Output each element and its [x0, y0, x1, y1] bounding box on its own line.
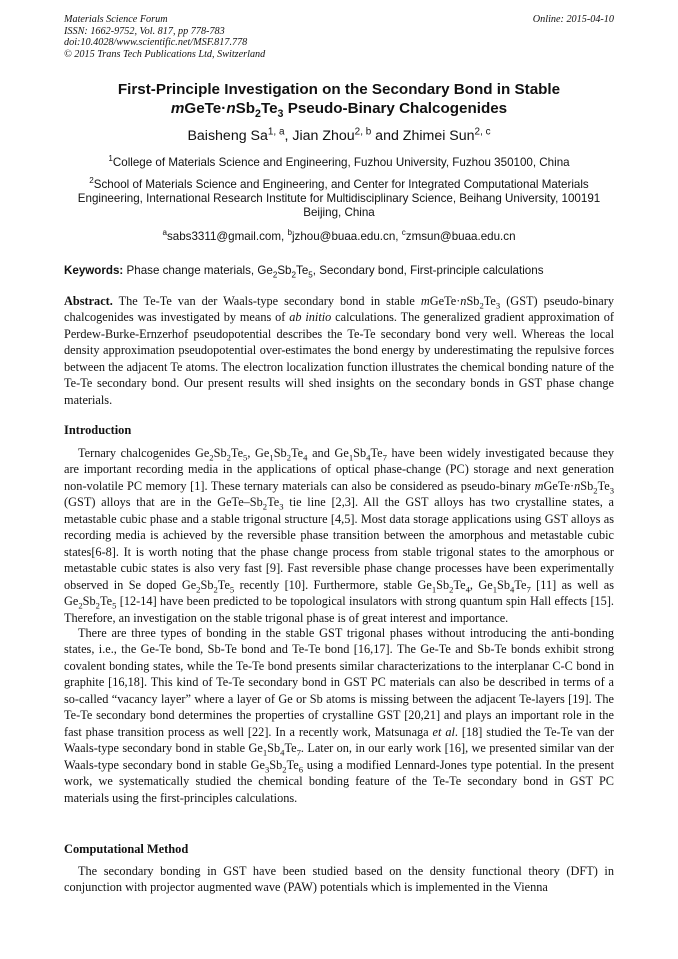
author-list: Baisheng Sa$^{1, a}$, Jian Zhou$^{2, b}$ and Zhimei Sun$^{2, c}$: [187, 126, 491, 144]
keywords: [64, 264, 614, 280]
introduction-paragraph-1: Ternary chalcogenides $Ge_2Sb_2Te_5$, $Ge_1Sb_2Te_4$ and $Ge_1Sb_4Te_7$ have been widely investigated because they are important recording media in the applications of optical phase-change (PC) storage and next generation non-volatile PC memory [1]. These ternary materials can also be considered as pseudo-binary $mGeTe\cdot nSb_2Te_3$ (GST) alloys that are in the GeTe–$Sb_2Te_3$ tie line [2,3]. All the GST alloys has two crystalline states, a metastable cubic phase and a stable trigonal structure [4,5]. Most data storage applications using GST alloys as recording media is achieved by the reversible phase transition between the amorphous and metastable cubic states[6-8]. It is worth noting that the phase change process from stable trigonal states to the amorphous or metastable cubic states is also very fast [9]. Fast reversible phase change processes have been experimentally observed in Se doped $Ge_2Sb_2Te_5$ recently [10]. Furthermore, stable $Ge_1Sb_2Te_4$, $Ge_1Sb_4Te_7$ [11] as well as $Ge_2Sb_2Te_5$ [12-14] have been predicted to be topological insulators with strong quantum spin Hall effects [15]. Therefore, an investigation on the stable trigonal phase is of great interest and importance.: [64, 446, 614, 625]
abstract: [64, 293, 614, 408]
introduction-heading: Introduction: [64, 423, 132, 437]
affiliation-2: $^2$School of Materials Science and Engineering, and Center for Integrated Computational Materials Engineering, International Research Institute for Multidisciplinary Science, Beihang University, 100191 Beijing, China: [77, 176, 601, 219]
abstract-text: Abstract. The Te-Te van der Waals-type secondary bond in stable $mGeTe\cdot nSb_2Te_3$ (GST) pseudo-binary chalcogenides was investigated by means of ab initio calculations. The generalized gradient approximation of Perdew-Burke-Ernzerhof pseudopotential describes the Te-Te secondary bond very well. Whereas the local density approximation pseudopotential over-estimates the bond energy by underestimating the repulsive forces between the adjacent Te atoms. The electron localization function illustrates the chemical bonding nature of the Te-Te secondary bond. Our present results will shed insights on the secondary bonds in GST phase change materials.: [64, 294, 614, 407]
affiliation-1: $^1$College of Materials Science and Engineering, Fuzhou University, Fuzhou 350100, China: [108, 154, 570, 169]
journal-header: [64, 14, 265, 60]
title-line-2: $mGeTe\cdot nSb_2Te_3$ Pseudo-Binary Chalcogenides: [170, 100, 508, 121]
title-line-1: First-Principle Investigation on the Secondary Bond in Stable: [117, 81, 561, 98]
keywords-label: Keywords:: [64, 264, 124, 277]
doi-line: doi:10.4028/www.scientific.net/MSF.817.778: [64, 37, 248, 49]
computational-method-heading: Computational Method: [64, 842, 189, 856]
paper-title: [64, 80, 614, 121]
author-emails: $^a$sabs3311@gmail.com, $^b$jzhou@buaa.edu.cn, $^c$zmsun@buaa.edu.cn: [162, 228, 516, 243]
issn-line: ISSN: 1662-9752, Vol. 817, pp 778-783: [64, 25, 225, 37]
copyright-line: © 2015 Trans Tech Publications Ltd, Switzerland: [64, 48, 266, 60]
journal-name: Materials Science Forum: [64, 14, 168, 25]
keywords-text: Phase change materials, $Ge_2Sb_2Te_5$, Secondary bond, First-principle calculations: [126, 264, 544, 280]
computational-method-paragraph: The secondary bonding in GST have been studied based on the density functional theory (DFT) in conjunction with projector augmented wave (PAW) potentials which is implemented in the Vienna: [64, 864, 614, 895]
introduction-paragraph-2: There are three types of bonding in the stable GST trigonal phases without introducing the anti-bonding states, i.e., the Ge-Te bond, Sb-Te bond and Te-Te bond [16,17]. The Ge-Te and Sb-Te bonds exhibit strong covalent bonding states, while the Te-Te bond presents similar characterizations to the interplanar C-C bond in graphite [16,18]. This kind of Te-Te secondary bond in GST PC materials can also be described in terms of a so-called “vacancy layer” where a layer of Ge or Sb atoms is missing between the adjacent Te-layers [19]. The Te-Te secondary bond determines the properties of crystalline GST [20,21] and plays an important role in the fast phase transition process as well [22]. In a recently work, Matsunaga et al. [18] studied the Te-Te van der Waals-type secondary bond in stable $Ge_1Sb_4Te_7$. Later on, in our early work [16], we presented similar van der Waals-type secondary bond in stable $Ge_3Sb_2Te_6$ using a modified Lennard-Jones type potential. In the present work, we systematically studied the chemical bonding feature of the Te-Te secondary bond in GST PC materials using the first-principles calculations.: [64, 626, 615, 805]
online-date: Online: 2015-04-10: [532, 14, 614, 25]
